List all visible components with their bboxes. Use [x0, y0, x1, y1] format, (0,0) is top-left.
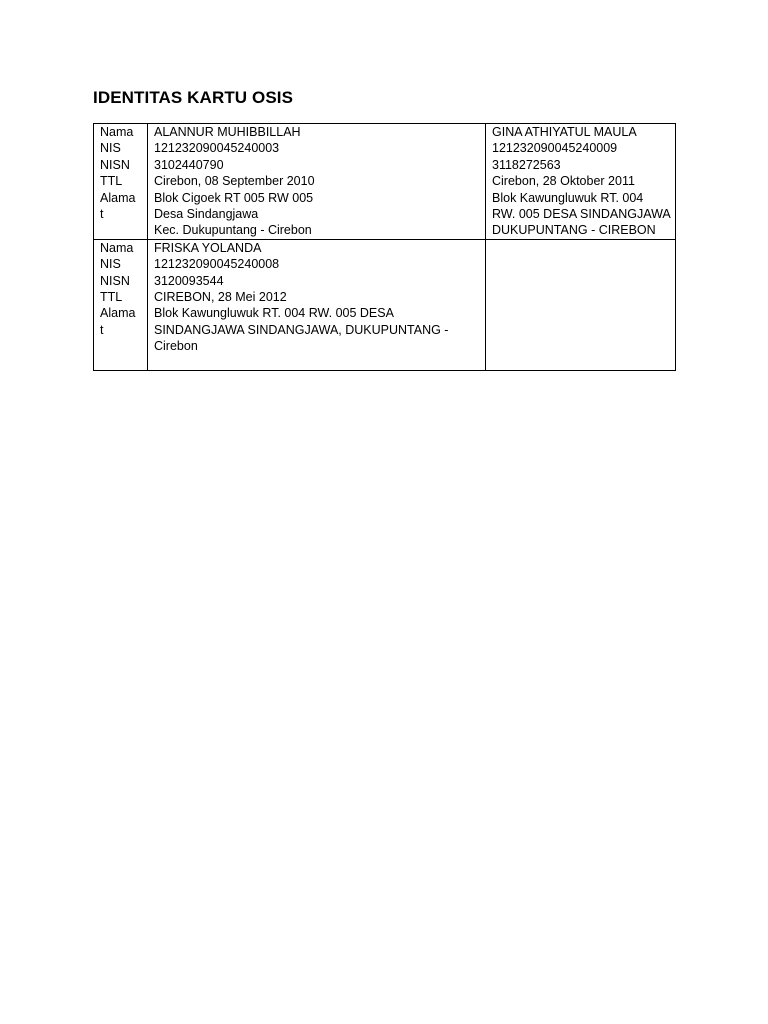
- student-cell: [486, 124, 676, 240]
- identity-table: [93, 123, 676, 371]
- label-nis: NIS: [100, 257, 121, 272]
- table-row: [94, 124, 676, 240]
- label-nis: NIS: [100, 141, 121, 156]
- label-ttl: TTL: [100, 174, 123, 189]
- empty-cell: [486, 239, 676, 370]
- table-row: [94, 239, 676, 370]
- label-ttl: TTL: [100, 290, 123, 305]
- student-address-line: Cirebon: [154, 339, 198, 354]
- student-ttl: Cirebon, 28 Oktober 2011: [492, 174, 635, 189]
- student-ttl: CIREBON, 28 Mei 2012: [154, 290, 287, 305]
- label-nama: Nama: [100, 125, 134, 139]
- student-address-line: Blok Kawungluwuk RT. 004: [492, 190, 644, 205]
- student-name: FRISKA YOLANDA: [154, 240, 262, 255]
- label-nisn: NISN: [100, 273, 130, 288]
- page-title: IDENTITAS KARTU OSIS: [93, 88, 294, 107]
- student-cell: [148, 124, 486, 240]
- student-name: GINA ATHIYATUL MAULA: [492, 125, 637, 139]
- student-nis: 121232090045240003: [154, 141, 280, 156]
- student-address-line: DUKUPUNTANG - CIREBON: [492, 223, 656, 238]
- student-address-line: Blok Cigoek RT 005 RW 005: [154, 190, 314, 205]
- label-cell: [94, 124, 148, 240]
- label-alamat-wrap: t: [100, 322, 104, 337]
- label-cell: [94, 239, 148, 370]
- label-nama: Nama: [100, 240, 134, 255]
- student-address-line: Blok Kawungluwuk RT. 004 RW. 005 DESA: [154, 306, 394, 321]
- label-alamat: Alama: [100, 306, 136, 321]
- student-address-line: SINDANGJAWA SINDANGJAWA, DUKUPUNTANG -: [154, 322, 449, 337]
- student-address-line: Desa Sindangjawa: [154, 207, 259, 222]
- student-ttl: Cirebon, 08 September 2010: [154, 174, 315, 189]
- student-nis: 121232090045240009: [492, 141, 618, 156]
- label-alamat-wrap: t: [100, 207, 104, 222]
- label-nisn: NISN: [100, 157, 130, 172]
- student-nisn: 3102440790: [154, 157, 224, 172]
- student-address-line: Kec. Dukupuntang - Cirebon: [154, 223, 312, 238]
- student-address-line: RW. 005 DESA SINDANGJAWA: [492, 207, 671, 222]
- student-nis: 121232090045240008: [154, 257, 280, 272]
- student-nisn: 3118272563: [492, 157, 561, 172]
- student-cell: [148, 239, 486, 370]
- student-name: ALANNUR MUHIBBILLAH: [154, 125, 301, 139]
- student-nisn: 3120093544: [154, 273, 224, 288]
- label-alamat: Alama: [100, 190, 136, 205]
